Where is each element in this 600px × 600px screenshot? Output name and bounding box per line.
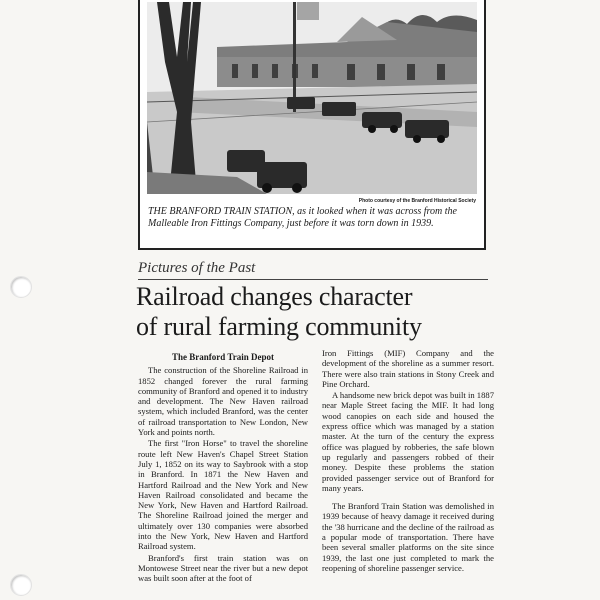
headline-line-1: Railroad changes character (136, 282, 413, 311)
article-subhead: The Branford Train Depot (172, 352, 274, 362)
article-paragraph: Iron Fittings (MIF) Company and the development of the shoreline as a summer resort. There were also train stations in Stony Creek and Pine Orchard. (322, 348, 494, 389)
train-station-photo (147, 2, 477, 194)
article-paragraph: A handsome new brick depot was built in 1887 near Maple Street facing the MIF. It had long wood canopies on each side and housed the express office which was managed by a station master. At the turn of the century the express office was plagued by robberies, the safe blown up regularly and passengers robbed of their money. Despite these problems the station provided passenger service out of Branford for many years. (322, 390, 494, 493)
photo-clipping (138, 0, 486, 250)
headline-line-2: of rural farming community (136, 312, 422, 341)
binder-hole-bottom (10, 574, 32, 596)
article-paragraph: The construction of the Shoreline Railroad in 1852 changed forever the rural farming community of Branford and opened it to industry and development. The New Haven railroad system, which included Branford, was the center of railroad transportation to New London, New York and points north. (138, 365, 308, 438)
article-paragraph: The Branford Train Station was demolished in 1939 because of heavy damage it received during the '38 hurricane and the decline of the railroad as a popular mode of transportation. There have been several smaller platforms on the site since 1939, the last one just completed to mark the reopening of shoreline passenger service. (322, 501, 494, 573)
article-paragraph: The first "Iron Horse" to travel the shoreline route left New Haven's Chapel Street Station July 1, 1852 on its way to Saybrook with a stop in Branford. In 1871 the New Haven and Hartford Railroad and the New York and New Haven Railroad consolidated and became the New York, New Haven and Hartford Railroad. The Shoreline Railroad joined the merger and ultimately over 130 companies were absorbed into the New York, New Haven and Hartford Railroad system. (138, 438, 308, 552)
kicker-rule (138, 279, 488, 280)
photo-credit: Photo courtesy of the Branford Historical Society (358, 198, 476, 204)
article-headline (136, 282, 486, 342)
article-paragraph: Branford's first train station was on Montowese Street near the river but a new depot was built soon after at the foot of (138, 552, 308, 584)
article-column-left (138, 348, 308, 584)
photo-caption: THE BRANFORD TRAIN STATION, as it looked when it was across from the Malleable Iron Fittings Company, just before it was torn down in 1939. (148, 206, 457, 229)
binder-hole-top (10, 276, 32, 298)
paragraph-gap (322, 493, 494, 501)
section-kicker: Pictures of the Past (138, 260, 256, 276)
article-column-right (322, 348, 494, 573)
